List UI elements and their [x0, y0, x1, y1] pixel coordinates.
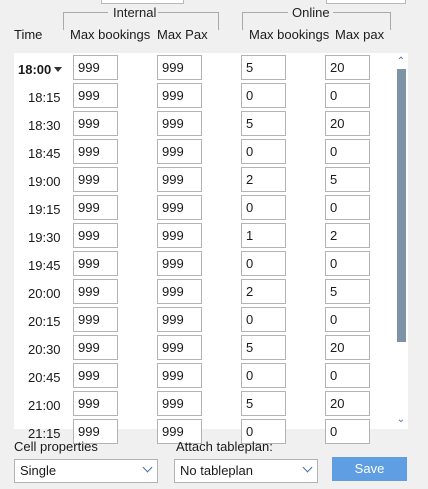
internal-max-pax-input[interactable]: 999 — [157, 419, 202, 444]
table-row — [14, 223, 394, 251]
scroll-up-icon[interactable]: ⌃ — [396, 56, 406, 67]
cell-properties-label: Cell properties — [14, 439, 98, 454]
online-max-pax-input[interactable]: 2 — [325, 223, 370, 248]
online-max-bookings-input[interactable]: 0 — [241, 307, 286, 332]
internal-max-pax-input[interactable]: 999 — [157, 307, 202, 332]
online-max-pax-input[interactable]: 0 — [325, 195, 370, 220]
internal-max-pax-input[interactable]: 999 — [157, 251, 202, 276]
internal-max-pax-input[interactable]: 999 — [157, 223, 202, 248]
expand-caret-icon[interactable] — [54, 67, 62, 72]
online-max-bookings-input[interactable]: 5 — [241, 55, 286, 80]
online-group-tick-left — [242, 12, 243, 30]
table-row — [14, 83, 394, 111]
internal-max-bookings-input[interactable]: 999 — [73, 139, 118, 164]
time-label: 18:15 — [28, 90, 61, 105]
internal-group-tick-right — [218, 12, 219, 30]
online-max-bookings-input[interactable]: 5 — [241, 335, 286, 360]
online-max-bookings-input[interactable]: 0 — [241, 139, 286, 164]
online-max-pax-input[interactable]: 0 — [325, 251, 370, 276]
internal-max-bookings-input[interactable]: 999 — [73, 167, 118, 192]
online-max-pax-input[interactable]: 0 — [325, 419, 370, 444]
internal-max-bookings-input[interactable]: 999 — [73, 279, 118, 304]
online-max-pax-input[interactable]: 0 — [325, 83, 370, 108]
online-max-pax-input[interactable]: 0 — [325, 307, 370, 332]
table-row — [14, 139, 394, 167]
online-max-pax-input[interactable]: 20 — [325, 111, 370, 136]
attach-tableplan-label: Attach tableplan: — [176, 439, 273, 454]
internal-max-pax-input[interactable]: 999 — [157, 167, 202, 192]
internal-max-pax-input[interactable]: 999 — [157, 363, 202, 388]
online-max-bookings-input[interactable]: 1 — [241, 223, 286, 248]
online-max-bookings-input[interactable]: 5 — [241, 111, 286, 136]
time-label: 19:45 — [28, 258, 61, 273]
online-max-pax-input[interactable]: 20 — [325, 55, 370, 80]
online-max-bookings-input[interactable]: 0 — [241, 195, 286, 220]
internal-max-pax-input[interactable]: 999 — [157, 83, 202, 108]
table-row — [14, 111, 394, 139]
internal-max-pax-input[interactable]: 999 — [157, 139, 202, 164]
table-row — [14, 279, 394, 307]
scroll-down-icon[interactable]: ⌄ — [396, 414, 406, 425]
internal-group-line-left — [63, 12, 108, 13]
online-max-pax-input[interactable]: 5 — [325, 167, 370, 192]
internal-max-bookings-input[interactable]: 999 — [73, 251, 118, 276]
internal-max-bookings-input[interactable]: 999 — [73, 419, 118, 444]
time-label: 21:00 — [28, 398, 61, 413]
table-row — [14, 251, 394, 279]
online-max-pax-input[interactable]: 20 — [325, 335, 370, 360]
online-max-bookings-input[interactable]: 0 — [241, 251, 286, 276]
online-group-tick-right — [390, 12, 391, 30]
online-max-bookings-input[interactable]: 0 — [241, 419, 286, 444]
online-max-bookings-input[interactable]: 5 — [241, 391, 286, 416]
time-label: 19:15 — [28, 202, 61, 217]
internal-max-bookings-input[interactable]: 999 — [73, 335, 118, 360]
internal-max-bookings-input[interactable]: 999 — [73, 55, 118, 80]
online-max-pax-input[interactable]: 5 — [325, 279, 370, 304]
internal-group-line-right — [158, 12, 218, 13]
online-group-line-right — [333, 12, 390, 13]
internal-group-tick-left — [63, 12, 64, 30]
internal-max-bookings-input[interactable]: 999 — [73, 83, 118, 108]
internal-max-bookings-input[interactable]: 999 — [73, 111, 118, 136]
online-max-pax-input[interactable]: 0 — [325, 363, 370, 388]
header-internal-max-bookings: Max bookings — [70, 27, 151, 42]
time-label: 18:45 — [28, 146, 61, 161]
online-max-bookings-input[interactable]: 2 — [241, 279, 286, 304]
header-online-max-bookings: Max bookings — [249, 27, 330, 42]
cell-properties-select[interactable] — [14, 459, 158, 483]
attach-tableplan-select[interactable] — [174, 459, 318, 483]
table-row — [14, 307, 394, 335]
table-row — [14, 363, 394, 391]
table-row — [14, 55, 394, 83]
internal-max-pax-input[interactable]: 999 — [157, 335, 202, 360]
internal-max-bookings-input[interactable]: 999 — [73, 391, 118, 416]
chevron-down-icon — [143, 463, 153, 473]
online-max-bookings-input[interactable]: 2 — [241, 167, 286, 192]
table-row — [14, 391, 394, 419]
top-field-online[interactable] — [326, 0, 406, 4]
internal-max-bookings-input[interactable]: 999 — [73, 223, 118, 248]
online-max-bookings-input[interactable]: 0 — [241, 83, 286, 108]
online-max-pax-input[interactable]: 20 — [325, 391, 370, 416]
internal-group-title: Internal — [113, 5, 157, 20]
online-group-line-left — [242, 12, 288, 13]
internal-max-pax-input[interactable]: 999 — [157, 55, 202, 80]
time-label: 18:30 — [28, 118, 61, 133]
chevron-down-icon — [303, 463, 313, 473]
time-label: 20:30 — [28, 342, 61, 357]
online-max-pax-input[interactable]: 0 — [325, 139, 370, 164]
online-max-bookings-input[interactable]: 0 — [241, 363, 286, 388]
header-time: Time — [14, 27, 43, 42]
capacity-grid — [14, 53, 408, 441]
table-row — [14, 167, 394, 195]
header-internal-max-pax: Max Pax — [157, 27, 208, 42]
table-row — [14, 335, 394, 363]
internal-max-pax-input[interactable]: 999 — [157, 279, 202, 304]
online-group-title: Online — [292, 5, 330, 20]
vertical-scrollbar[interactable] — [394, 53, 408, 429]
internal-max-pax-input[interactable]: 999 — [157, 391, 202, 416]
internal-max-pax-input[interactable]: 999 — [157, 195, 202, 220]
table-row — [14, 195, 394, 223]
attach-tableplan-value: No tableplan — [180, 463, 253, 478]
time-label: 20:45 — [28, 370, 61, 385]
time-label: 19:00 — [28, 174, 61, 189]
header-online-max-pax: Max pax — [335, 27, 385, 42]
save-button[interactable]: Save — [332, 457, 407, 481]
top-field-internal[interactable] — [101, 0, 184, 4]
internal-max-pax-input[interactable]: 999 — [157, 111, 202, 136]
internal-max-bookings-input[interactable]: 999 — [73, 307, 118, 332]
time-label: 19:30 — [28, 230, 61, 245]
cell-properties-value: Single — [20, 463, 57, 478]
time-label: 20:00 — [28, 286, 61, 301]
time-label: 21:15 — [28, 426, 61, 441]
internal-max-bookings-input[interactable]: 999 — [73, 363, 118, 388]
time-label: 20:15 — [28, 314, 61, 329]
time-label: 18:00 — [18, 62, 52, 77]
internal-max-bookings-input[interactable]: 999 — [73, 195, 118, 220]
scroll-thumb[interactable] — [397, 69, 406, 342]
